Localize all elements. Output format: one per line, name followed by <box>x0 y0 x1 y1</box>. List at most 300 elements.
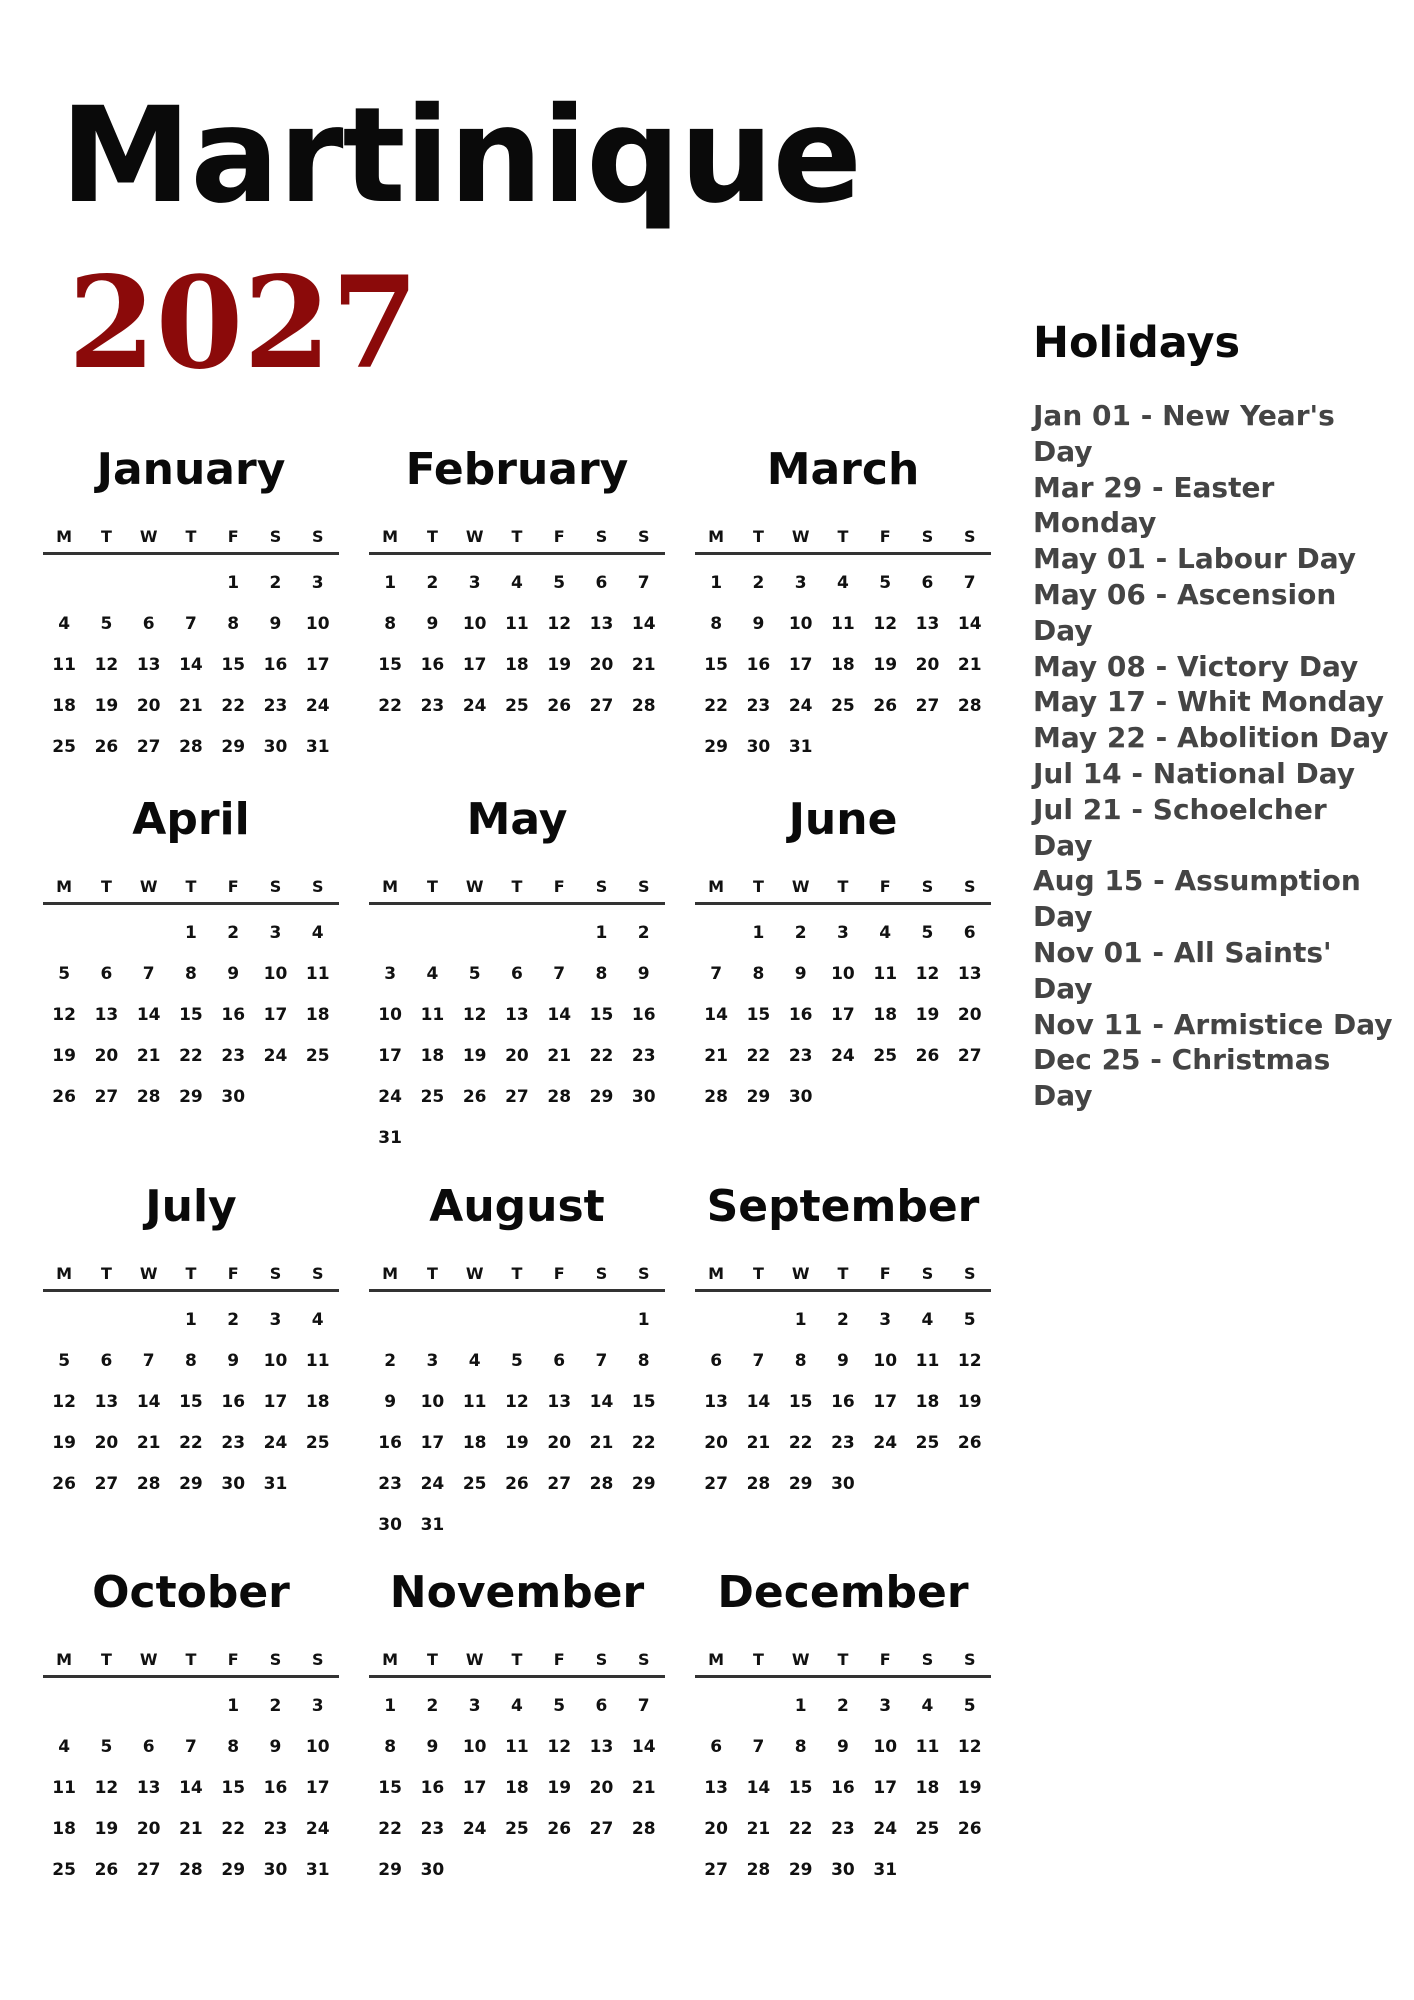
day-cell: 9 <box>637 964 650 984</box>
day-cell: 27 <box>94 1087 119 1107</box>
day-cell: 31 <box>378 1128 402 1148</box>
day-cell: 27 <box>704 1474 728 1494</box>
day-cell: 27 <box>547 1474 572 1494</box>
day-cell: 6 <box>142 1737 155 1757</box>
month-november <box>369 1565 665 1891</box>
weekday-label: S <box>269 526 282 546</box>
day-cell: 26 <box>547 696 572 716</box>
day-cell: 23 <box>831 1433 855 1453</box>
day-cell: 25 <box>505 696 529 716</box>
day-cell: 4 <box>511 573 523 593</box>
day-cell: 7 <box>752 1737 765 1757</box>
weekday-label: T <box>837 526 849 546</box>
day-cell: 29 <box>221 1860 246 1880</box>
day-cell: 17 <box>263 1392 288 1412</box>
day-grid <box>43 563 339 768</box>
day-cell: 4 <box>879 923 892 943</box>
day-cell: 23 <box>420 1819 445 1839</box>
day-cell: 14 <box>957 614 982 634</box>
empty-cell <box>411 913 453 954</box>
day-grid <box>695 1686 991 1891</box>
day-cell: 26 <box>873 696 898 716</box>
day-cell: 27 <box>505 1087 529 1107</box>
day-cell: 4 <box>58 1737 71 1757</box>
day-cell: 22 <box>788 1819 813 1839</box>
day-cell: 12 <box>547 1737 572 1757</box>
weekday-label: T <box>837 876 849 896</box>
day-cell: 24 <box>263 1046 288 1066</box>
day-cell: 20 <box>547 1433 572 1453</box>
day-cell: 21 <box>631 655 656 675</box>
weekday-label: S <box>311 1649 324 1669</box>
day-cell: 1 <box>794 1310 807 1330</box>
day-cell: 25 <box>505 1819 529 1839</box>
month-name: August <box>429 1181 605 1232</box>
day-cell: 18 <box>462 1433 487 1453</box>
day-cell: 2 <box>227 1310 240 1330</box>
weekday-label: W <box>139 1263 158 1283</box>
day-cell: 12 <box>505 1392 529 1412</box>
weekday-label: M <box>382 1649 399 1669</box>
day-cell: 5 <box>879 573 892 593</box>
weekday-label: W <box>791 1649 810 1669</box>
day-cell: 15 <box>631 1392 656 1412</box>
weekday-label: S <box>637 1263 650 1283</box>
day-cell: 11 <box>915 1351 940 1371</box>
weekday-label: S <box>311 1263 324 1283</box>
day-cell: 28 <box>179 1860 203 1880</box>
weekday-label: T <box>426 876 438 896</box>
day-cell: 16 <box>788 1005 813 1025</box>
weekday-label: S <box>595 876 608 896</box>
day-grid <box>369 1686 665 1891</box>
weekday-label: T <box>752 876 764 896</box>
day-cell: 5 <box>468 964 481 984</box>
day-cell: 21 <box>136 1433 161 1453</box>
weekday-label: S <box>963 876 976 896</box>
day-cell: 26 <box>94 737 119 757</box>
day-cell: 27 <box>94 1474 119 1494</box>
day-cell: 18 <box>52 696 76 716</box>
day-cell: 9 <box>752 614 765 634</box>
month-may <box>369 792 665 1159</box>
weekday-label: T <box>185 526 197 546</box>
day-cell: 28 <box>631 696 656 716</box>
day-cell: 13 <box>704 1392 728 1412</box>
day-cell: 22 <box>378 1819 402 1839</box>
day-cell: 2 <box>426 1696 439 1716</box>
empty-cell <box>737 1300 779 1341</box>
day-cell: 26 <box>547 1819 572 1839</box>
weekday-label: F <box>553 1649 565 1669</box>
day-cell: 8 <box>710 614 723 634</box>
day-cell: 27 <box>915 696 940 716</box>
empty-cell <box>43 1686 85 1727</box>
day-cell: 21 <box>179 696 203 716</box>
day-cell: 22 <box>221 696 246 716</box>
day-cell: 3 <box>468 573 481 593</box>
weekday-label: T <box>100 526 112 546</box>
day-cell: 5 <box>963 1696 976 1716</box>
weekday-label: S <box>311 876 324 896</box>
day-cell: 10 <box>305 1737 330 1757</box>
day-cell: 3 <box>468 1696 481 1716</box>
month-name: January <box>96 444 286 495</box>
day-cell: 2 <box>752 573 765 593</box>
day-cell: 26 <box>957 1819 982 1839</box>
day-cell: 3 <box>794 573 807 593</box>
month-name: June <box>788 794 898 845</box>
holiday-item: May 01 - Labour Day <box>1033 542 1357 576</box>
day-cell: 27 <box>136 737 161 757</box>
day-cell: 31 <box>305 1860 330 1880</box>
day-cell: 2 <box>384 1351 397 1371</box>
day-cell: 28 <box>136 1474 161 1494</box>
day-cell: 23 <box>788 1046 813 1066</box>
day-cell: 29 <box>788 1474 813 1494</box>
day-cell: 26 <box>505 1474 529 1494</box>
day-cell: 8 <box>794 1737 807 1757</box>
day-cell: 13 <box>547 1392 572 1412</box>
day-cell: 3 <box>384 964 397 984</box>
empty-cell <box>128 563 170 604</box>
day-cell: 6 <box>595 1696 608 1716</box>
day-cell: 9 <box>227 964 240 984</box>
day-cell: 11 <box>831 614 855 634</box>
day-cell: 6 <box>100 964 113 984</box>
day-cell: 9 <box>794 964 807 984</box>
weekday-header <box>369 1257 665 1292</box>
day-cell: 21 <box>589 1433 614 1453</box>
day-cell: 23 <box>263 1819 288 1839</box>
day-cell: 1 <box>227 1696 240 1716</box>
day-cell: 25 <box>52 1860 76 1880</box>
day-cell: 29 <box>589 1087 614 1107</box>
day-cell: 26 <box>915 1046 940 1066</box>
day-cell: 9 <box>837 1737 849 1757</box>
weekday-label: S <box>269 876 282 896</box>
day-cell: 18 <box>831 655 855 675</box>
day-cell: 26 <box>462 1087 487 1107</box>
weekday-label: T <box>100 876 112 896</box>
day-cell: 9 <box>269 614 282 634</box>
day-cell: 7 <box>595 1351 608 1371</box>
weekday-label: T <box>100 1263 112 1283</box>
day-grid <box>695 563 991 768</box>
empty-cell <box>85 1300 127 1341</box>
day-cell: 31 <box>420 1515 445 1535</box>
day-cell: 28 <box>547 1087 572 1107</box>
day-cell: 27 <box>957 1046 982 1066</box>
day-cell: 5 <box>921 923 934 943</box>
day-cell: 24 <box>462 1819 487 1839</box>
holiday-item: Jul 14 - National Day <box>1033 756 1356 790</box>
holiday-item: Dec 25 - Christmas Day <box>1033 1043 1331 1113</box>
day-cell: 4 <box>837 573 849 593</box>
day-cell: 12 <box>547 614 572 634</box>
month-october <box>43 1565 339 1891</box>
day-cell: 17 <box>263 1005 288 1025</box>
day-cell: 6 <box>921 573 934 593</box>
month-february <box>369 442 665 727</box>
day-cell: 20 <box>136 1819 161 1839</box>
day-cell: 20 <box>589 655 614 675</box>
day-cell: 10 <box>873 1737 898 1757</box>
day-cell: 19 <box>915 1005 940 1025</box>
day-cell: 17 <box>305 1778 330 1798</box>
weekday-label: W <box>465 1649 484 1669</box>
holidays-list <box>1033 398 1393 1114</box>
day-cell: 24 <box>873 1819 898 1839</box>
day-cell: 14 <box>631 1737 656 1757</box>
weekday-label: S <box>637 876 650 896</box>
day-cell: 4 <box>311 923 324 943</box>
day-cell: 15 <box>788 1778 813 1798</box>
day-cell: 1 <box>227 573 240 593</box>
day-cell: 15 <box>179 1005 203 1025</box>
empty-cell <box>369 1300 411 1341</box>
month-name: February <box>405 444 629 495</box>
day-cell: 22 <box>631 1433 656 1453</box>
weekday-header <box>695 1257 991 1292</box>
weekday-label: S <box>921 1263 934 1283</box>
weekday-label: S <box>595 1263 608 1283</box>
day-cell: 12 <box>873 614 898 634</box>
day-cell: 17 <box>831 1005 855 1025</box>
day-cell: 8 <box>794 1351 807 1371</box>
empty-cell <box>43 563 85 604</box>
day-cell: 11 <box>305 1351 330 1371</box>
day-grid <box>369 913 665 1159</box>
day-cell: 16 <box>221 1005 246 1025</box>
day-cell: 7 <box>185 1737 197 1757</box>
day-cell: 15 <box>221 655 246 675</box>
weekday-header <box>369 1643 665 1678</box>
day-cell: 28 <box>704 1087 728 1107</box>
day-cell: 19 <box>547 655 572 675</box>
day-cell: 30 <box>831 1474 855 1494</box>
weekday-label: M <box>708 1263 725 1283</box>
day-cell: 31 <box>788 737 813 757</box>
day-cell: 13 <box>505 1005 529 1025</box>
weekday-label: W <box>139 876 158 896</box>
month-july <box>43 1179 339 1505</box>
day-cell: 21 <box>179 1819 203 1839</box>
day-cell: 23 <box>631 1046 656 1066</box>
day-cell: 15 <box>221 1778 246 1798</box>
day-cell: 15 <box>179 1392 203 1412</box>
day-grid <box>695 1300 991 1505</box>
day-cell: 23 <box>221 1433 246 1453</box>
day-cell: 20 <box>94 1046 119 1066</box>
month-december <box>695 1565 991 1891</box>
day-cell: 8 <box>752 964 765 984</box>
weekday-label: F <box>553 1263 565 1283</box>
day-cell: 5 <box>553 573 566 593</box>
weekday-label: S <box>595 1649 608 1669</box>
day-cell: 9 <box>426 614 439 634</box>
empty-cell <box>170 1686 212 1727</box>
month-january <box>43 442 339 768</box>
day-cell: 19 <box>52 1433 76 1453</box>
day-cell: 11 <box>915 1737 940 1757</box>
day-cell: 19 <box>547 1778 572 1798</box>
day-cell: 17 <box>462 655 487 675</box>
empty-cell <box>43 1300 85 1341</box>
day-cell: 10 <box>263 1351 288 1371</box>
day-cell: 7 <box>752 1351 765 1371</box>
weekday-header <box>695 520 991 555</box>
weekday-label: F <box>227 876 239 896</box>
weekday-label: W <box>791 526 810 546</box>
empty-cell <box>580 1300 622 1341</box>
day-cell: 19 <box>52 1046 76 1066</box>
day-cell: 12 <box>957 1351 982 1371</box>
holiday-item: May 22 - Abolition Day <box>1033 721 1389 755</box>
day-cell: 14 <box>179 1778 203 1798</box>
day-cell: 1 <box>752 923 765 943</box>
weekday-label: T <box>511 876 523 896</box>
day-cell: 7 <box>637 573 650 593</box>
day-cell: 8 <box>227 614 240 634</box>
day-cell: 31 <box>263 1474 288 1494</box>
weekday-label: T <box>511 1649 523 1669</box>
day-cell: 22 <box>589 1046 614 1066</box>
day-cell: 5 <box>100 614 113 634</box>
month-september <box>695 1179 991 1505</box>
day-cell: 1 <box>595 923 608 943</box>
holiday-item: Nov 11 - Armistice Day <box>1033 1007 1393 1041</box>
day-cell: 2 <box>269 1696 282 1716</box>
weekday-label: W <box>139 526 158 546</box>
day-cell: 12 <box>52 1005 76 1025</box>
day-cell: 14 <box>746 1392 771 1412</box>
day-cell: 19 <box>462 1046 487 1066</box>
day-cell: 13 <box>704 1778 728 1798</box>
day-cell: 26 <box>957 1433 982 1453</box>
day-cell: 25 <box>305 1046 330 1066</box>
day-cell: 23 <box>221 1046 246 1066</box>
day-cell: 2 <box>637 923 650 943</box>
weekday-label: M <box>708 1649 725 1669</box>
day-cell: 21 <box>957 655 982 675</box>
day-grid <box>43 1686 339 1891</box>
day-cell: 28 <box>589 1474 614 1494</box>
day-cell: 8 <box>637 1351 650 1371</box>
day-cell: 20 <box>957 1005 982 1025</box>
day-cell: 18 <box>915 1392 940 1412</box>
day-cell: 18 <box>420 1046 445 1066</box>
day-cell: 8 <box>227 1737 240 1757</box>
holiday-item: Jul 21 - Schoelcher Day <box>1033 792 1327 862</box>
day-cell: 6 <box>710 1737 723 1757</box>
day-grid <box>43 1300 339 1505</box>
day-cell: 18 <box>305 1005 330 1025</box>
month-name: March <box>766 444 920 495</box>
day-cell: 4 <box>921 1310 934 1330</box>
day-cell: 16 <box>378 1433 402 1453</box>
day-cell: 24 <box>462 696 487 716</box>
weekday-label: F <box>553 526 565 546</box>
weekday-label: S <box>637 1649 650 1669</box>
day-cell: 18 <box>52 1819 76 1839</box>
day-cell: 5 <box>58 1351 71 1371</box>
day-cell: 5 <box>963 1310 976 1330</box>
day-cell: 26 <box>52 1474 76 1494</box>
day-cell: 2 <box>837 1696 849 1716</box>
day-cell: 1 <box>794 1696 807 1716</box>
holiday-item: Aug 15 - Assumption Day <box>1033 864 1361 934</box>
day-cell: 18 <box>915 1778 940 1798</box>
day-cell: 4 <box>311 1310 324 1330</box>
day-cell: 14 <box>704 1005 728 1025</box>
day-cell: 16 <box>263 1778 288 1798</box>
day-cell: 23 <box>746 696 771 716</box>
day-cell: 5 <box>511 1351 523 1371</box>
day-cell: 3 <box>837 923 849 943</box>
day-cell: 2 <box>269 573 282 593</box>
day-cell: 4 <box>468 1351 481 1371</box>
day-cell: 25 <box>462 1474 487 1494</box>
day-cell: 16 <box>831 1778 855 1798</box>
day-cell: 24 <box>420 1474 445 1494</box>
empty-cell <box>85 563 127 604</box>
day-grid <box>695 913 991 1118</box>
day-cell: 30 <box>788 1087 813 1107</box>
day-cell: 23 <box>831 1819 855 1839</box>
day-cell: 22 <box>378 696 402 716</box>
empty-cell <box>695 913 737 954</box>
weekday-label: S <box>269 1263 282 1283</box>
day-cell: 12 <box>957 1737 982 1757</box>
weekday-label: M <box>56 1649 73 1669</box>
day-cell: 14 <box>589 1392 614 1412</box>
weekday-label: W <box>465 876 484 896</box>
day-cell: 23 <box>263 696 288 716</box>
day-cell: 1 <box>710 573 723 593</box>
day-cell: 30 <box>746 737 771 757</box>
day-cell: 6 <box>511 964 523 984</box>
day-cell: 12 <box>52 1392 76 1412</box>
day-cell: 11 <box>305 964 330 984</box>
day-cell: 17 <box>788 655 813 675</box>
day-cell: 23 <box>378 1474 402 1494</box>
day-cell: 30 <box>831 1860 855 1880</box>
empty-cell <box>695 1686 737 1727</box>
day-cell: 20 <box>136 696 161 716</box>
day-cell: 31 <box>873 1860 898 1880</box>
day-cell: 19 <box>94 1819 119 1839</box>
weekday-label: T <box>511 1263 523 1283</box>
day-cell: 15 <box>589 1005 614 1025</box>
day-cell: 10 <box>305 614 330 634</box>
weekday-label: T <box>426 1649 438 1669</box>
day-cell: 28 <box>957 696 982 716</box>
empty-cell <box>128 913 170 954</box>
calendar-year: 2027 <box>68 249 419 397</box>
month-name: September <box>706 1181 980 1232</box>
day-cell: 14 <box>136 1392 161 1412</box>
day-cell: 6 <box>142 614 155 634</box>
day-cell: 18 <box>505 655 529 675</box>
day-cell: 4 <box>511 1696 523 1716</box>
day-cell: 10 <box>831 964 855 984</box>
day-cell: 24 <box>831 1046 855 1066</box>
day-cell: 4 <box>426 964 439 984</box>
holiday-item: May 06 - Ascension Day <box>1033 577 1337 647</box>
day-cell: 19 <box>957 1392 982 1412</box>
day-cell: 7 <box>142 1351 155 1371</box>
